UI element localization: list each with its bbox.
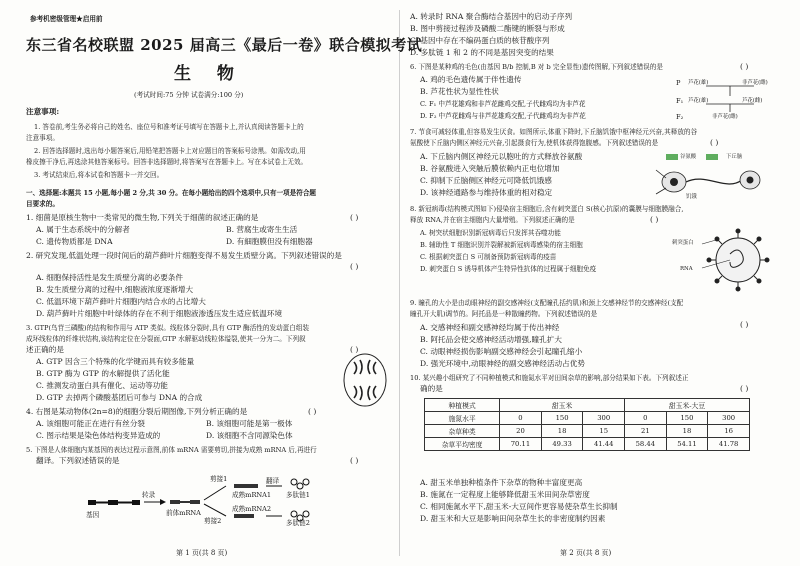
table-cell: 15	[583, 425, 625, 438]
q5-option-d: D. 多肽链 1 和 2 的不同是基因突变的结果	[410, 48, 554, 57]
table-row-label: 杂草种类	[425, 425, 500, 438]
section-heading-cont: 目要求的。	[26, 200, 59, 208]
diagram-label-mature-mrna1: 成熟mRNA1	[232, 491, 272, 499]
q3-option-a: A. GTP 因含三个特殊的化学键而具有较多能量	[36, 357, 195, 366]
cell-division-figure	[342, 352, 388, 408]
q4-option-b: B. 该细胞可能是第一极体	[206, 419, 293, 428]
q1-answer-paren: ( )	[350, 213, 359, 222]
q7-option-c: C. 抑制下丘脑侧区神经元可降低饥饿感	[420, 176, 552, 185]
q7-answer-paren: ( )	[710, 138, 719, 147]
column-divider	[399, 10, 400, 556]
diagram-label-mature-mrna2: 成熟mRNA2	[232, 505, 272, 513]
q8-answer-paren: ( )	[650, 215, 659, 224]
q3-option-d: D. GTP 去掉两个磷酸基团后可参与 DNA 的合成	[36, 393, 203, 402]
label-p: P	[676, 79, 681, 87]
table-cell: 300	[708, 412, 750, 425]
table-cell: 49.33	[541, 438, 583, 451]
q5-option-a: A. 转录时 RNA 聚合酶结合基因中的启动子序列	[410, 12, 573, 21]
label-spike-protein: 刺突蛋白	[672, 240, 694, 246]
q2-stem: 2. 研究发现,低温处理一段时间后的葫芦藓叶片细胞变得不易发生质壁分离。下列叙述错误的是	[26, 251, 342, 260]
label-p-female: 非芦花(雌)	[742, 80, 768, 86]
diagram-label-polypeptide1: 多肽链1	[286, 491, 310, 499]
q5-option-b: B. 图中剪接过程涉及磷酸二酯键的断裂与形成	[410, 24, 565, 33]
notes-item: 2. 回答选择题时,选出每小题答案后,用铅笔把答题卡上对应题目的答案标号涂黑。如需改动,用	[34, 147, 306, 155]
label-hypothalamus: 下丘脑	[726, 154, 743, 160]
table-cell: 18	[666, 425, 708, 438]
label-hunger: 饥饿	[686, 194, 697, 200]
q7-stem-cont: 氨酸使下丘脑内侧区神经元兴奋,引起摄食行为,使机体获得饱腹感。下列叙述错误的是	[410, 139, 659, 147]
q10-option-a: A. 甜玉米单独种植条件下杂草的物种丰富度更高	[420, 478, 583, 487]
q9-stem-cont: 瞳孔开大肌)调节的。阿托品是一种散瞳药物。下列叙述错误的是	[410, 310, 598, 318]
q9-option-c: C. 动眼神经损伤影响副交感神经会引起瞳孔缩小	[420, 347, 583, 356]
q3-stem: 3. GTP(鸟苷三磷酸)的结构和作用与 ATP 类似。线粒体分裂时,具有 GTP 酶活性的发动蛋白组装	[26, 324, 310, 332]
q5-stem-cont: 翻译。下列叙述错误的是	[36, 456, 120, 465]
table-header-cell: 甜玉米	[500, 399, 625, 412]
label-f1: F₁	[676, 97, 684, 105]
table-cell: 16	[708, 425, 750, 438]
q8-option-d: D. 刺突蛋白 S 诱导机体产生特异性抗体的过程属于细胞免疫	[420, 265, 597, 273]
virus-structure-figure	[672, 224, 776, 294]
q9-stem: 9. 瞳孔的大小是由动眼神经的副交感神经(支配瞳孔括约肌)和颈上交感神经节的交感神经(支配	[410, 299, 684, 307]
q7-stem: 7. 节食可减轻体重,但容易发生厌食。如图所示,体重下降时,下丘脑饥饿中枢神经元兴奋,其释放的谷	[410, 128, 698, 136]
table-cell: 41.44	[583, 438, 625, 451]
q10-option-d: D. 甜玉米和大豆是影响田间杂草生长的非密度制约因素	[420, 514, 606, 523]
diagram-label-splice2: 剪接2	[204, 517, 222, 525]
table-cell: 0	[500, 412, 542, 425]
weed-results-table	[424, 398, 750, 451]
q8-stem: 8. 新冠病毒(结构模式图如下)侵染宿主细胞后,含有刺突蛋白 S(核心抗原)的囊膜与细胞膜融合,	[410, 205, 684, 213]
q4-answer-paren: ( )	[308, 407, 317, 416]
label-rna: RNA	[680, 266, 693, 272]
notes-item: 3. 考试结束后,将本试卷和答题卡一并交回。	[34, 171, 164, 179]
q2-option-c: C. 低温环境下葫芦藓叶片细胞内结合水的占比增大	[36, 297, 206, 306]
table-header-cell: 甜玉米-大豆	[625, 399, 750, 412]
q10-stem: 10. 某兴趣小组研究了不同种植模式和施氮水平对田间杂草的影响,部分结果如下表。下列叙述正	[410, 374, 689, 382]
q10-answer-paren: ( )	[740, 384, 749, 393]
table-cell: 0	[625, 412, 667, 425]
notes-item: 1. 答卷前,考生务必将自己的姓名、座位号和准考证号填写在答题卡上,并认真阅读答题卡上的	[34, 123, 304, 131]
diagram-label-gene: 基因	[86, 511, 100, 519]
q6-option-d: D. F₂ 中芦花雌鸡与非芦花雄鸡交配,子代雌鸡均为非芦花	[420, 112, 586, 120]
table-cell: 18	[541, 425, 583, 438]
table-cell: 21	[625, 425, 667, 438]
exam-info: (考试时间:75 分钟 试卷满分:100 分)	[134, 91, 244, 99]
q2-answer-paren: ( )	[350, 262, 359, 271]
table-row	[425, 438, 750, 451]
q8-option-c: C. 根据刺突蛋白 S 可制备预防新冠病毒的疫苗	[420, 253, 557, 261]
q4-stem: 4. 右图是某动物体(2n=8)的细胞分裂后期图像,下列分析正确的是	[26, 407, 248, 416]
table-row-label: 施氮水平	[425, 412, 500, 425]
notes-heading: 注意事项:	[26, 107, 60, 116]
q1-option-b: B. 营腐生或寄生生活	[226, 225, 298, 234]
diagram-label-polypeptide2: 多肽链2	[286, 519, 310, 527]
q1-option-a: A. 属于生态系统中的分解者	[36, 225, 130, 234]
inheritance-diagram	[676, 76, 780, 122]
diagram-label-translation: 翻译	[266, 477, 280, 485]
table-cell: 70.11	[500, 438, 542, 451]
label-f1-male: 芦花(雄)	[688, 98, 709, 104]
q10-option-b: B. 施氮在一定程度上能够降低甜玉米田间杂草密度	[420, 490, 590, 499]
label-glutamate: 谷氨酸	[680, 154, 697, 160]
table-header-row	[425, 399, 750, 412]
table-row-label: 杂草平均密度	[425, 438, 500, 451]
q1-option-d: D. 有細胞膜但没有细胞器	[226, 237, 313, 246]
q5-stem: 5. 下图是人体细胞内某基因的表达过程示意图,前体 mRNA 需要剪切,拼接为成熟 mRNA 后,再进行	[26, 446, 317, 454]
notes-item: 注意事项。	[26, 134, 59, 142]
gene-expression-diagram	[86, 470, 336, 528]
table-header-cell: 种植模式	[425, 399, 500, 412]
table-cell: 41.78	[708, 438, 750, 451]
q5-option-c: C. 基因中存在不编码蛋白质的核苷酸序列	[410, 36, 550, 45]
table-row	[425, 412, 750, 425]
q6-option-b: B. 芦花性状为显性性状	[420, 87, 499, 96]
left-column	[26, 0, 423, 566]
q10-option-c: C. 相同施氮水平下,甜玉米-大豆间作更容易使杂草生长抑制	[420, 502, 618, 511]
right-column	[410, 0, 782, 566]
q5-answer-paren: ( )	[350, 456, 359, 465]
q7-option-d: D. 该神经通路参与维持体重的相对稳定	[420, 188, 553, 197]
q7-option-b: B. 谷氨酸进入突触后膜依赖内正电位增加	[420, 164, 560, 173]
page-footer-right: 第 2 页(共 8 页)	[560, 549, 612, 557]
q4-option-c: C. 图示结果是染色体结构变异造成的	[36, 431, 161, 440]
q9-answer-paren: ( )	[740, 320, 749, 329]
label-f1-female: 芦花(雌)	[742, 98, 763, 104]
q7-option-a: A. 下丘脑内侧区神经元以胞吐的方式释放谷氨酸	[420, 152, 583, 161]
q6-answer-paren: ( )	[740, 62, 749, 71]
table-cell: 58.44	[625, 438, 667, 451]
table-cell: 20	[500, 425, 542, 438]
top-note: 参考机密级管理★启用前	[30, 15, 103, 23]
label-f2: F₂	[676, 113, 684, 121]
q6-stem: 6. 下图是某种鸡的毛色(由基因 B/b 控制,B 对 b 完全显性)遗传图解,下列叙述错误的是	[410, 63, 663, 71]
page-footer-left: 第 1 页(共 8 页)	[176, 549, 228, 557]
table-row	[425, 425, 750, 438]
diagram-label-pre-mrna: 前体mRNA	[166, 509, 201, 517]
q1-option-c: C. 遗传物质都是 DNA	[36, 237, 113, 246]
q9-option-a: A. 交感神经和副交感神经均属于传出神经	[420, 323, 560, 332]
table-cell: 300	[583, 412, 625, 425]
q3-option-c: C. 推测发动蛋白具有催化、运动等功能	[36, 381, 168, 390]
q8-option-a: A. 树突状细胞识别新冠病毒后只发挥其吞噬功能	[420, 229, 561, 237]
q3-stem-cont: 述正确的是	[26, 345, 64, 354]
q4-option-d: D. 该细胞不含同源染色体	[206, 431, 293, 440]
q3-option-b: B. GTP 酶为 GTP 的水解提供了活化能	[36, 369, 170, 378]
q3-stem-cont: 成环线粒体的纤维状结构,该结构定位在分裂面,GTP 水解驱动线粒体缢裂,使其一分为二。下列叙	[26, 335, 306, 343]
q8-option-b: B. 辅助性 T 细胞识别并裂解被新冠病毒感染的宿主细胞	[420, 241, 583, 249]
diagram-label-transcription: 转录	[142, 491, 156, 499]
q10-stem-cont: 确的是	[420, 384, 443, 393]
table-cell: 150	[666, 412, 708, 425]
q2-option-a: A. 细胞保持活性是发生质壁分离的必要条件	[36, 273, 183, 282]
q9-option-d: D. 强光环境中,动眼神经的副交感神经活动占优势	[420, 359, 585, 368]
section-heading: 一、选择题:本题共 15 小题,每小题 2 分,共 30 分。在每小题给出的四个选项中,只有一项是符合题	[26, 189, 317, 197]
q9-option-b: B. 阿托品会使交感神经活动增强,瞳孔扩大	[420, 335, 562, 344]
table-cell: 54.11	[666, 438, 708, 451]
subject-title: 生 物	[174, 64, 244, 84]
label-p-male: 芦花(雄)	[688, 80, 709, 86]
q6-option-a: A. 鸡的毛色遗传属于伴性遗传	[420, 75, 522, 84]
q2-option-d: D. 葫芦藓叶片细胞中叶绿体的存在不利于细胞液渗透压发生适应低温环境	[36, 309, 283, 318]
table-cell: 150	[541, 412, 583, 425]
q2-option-b: B. 发生质壁分离的过程中,细胞液浓度逐渐增大	[36, 285, 194, 294]
diagram-label-splice1: 剪接1	[210, 475, 228, 483]
q4-option-a: A. 该细胞可能正在进行有丝分裂	[36, 419, 146, 428]
q1-stem: 1. 细菌是原核生物中一类常见的微生物,下列关于细菌的叙述正确的是	[26, 213, 259, 222]
q6-option-c: C. F₁ 中芦花雄鸡和非芦花雌鸡交配,子代雌鸡均为非芦花	[420, 100, 586, 108]
label-f2-female: 非芦花(雌)	[712, 114, 738, 120]
q8-stem-cont: 释放 RNA,并在宿主细胞内大量增殖。下列叙述正确的是	[410, 216, 575, 224]
notes-item: 橡皮擦干净后,再选涂其他答案标号。回答非选择题时,将答案写在答题卡上。写在本试卷上无效。	[26, 158, 308, 166]
neuron-pathway-figure	[646, 150, 776, 202]
exam-title: 东三省名校联盟 2025 届高三《最后一卷》联合模拟考试	[26, 36, 423, 54]
q3-answer-paren: ( )	[350, 345, 359, 354]
